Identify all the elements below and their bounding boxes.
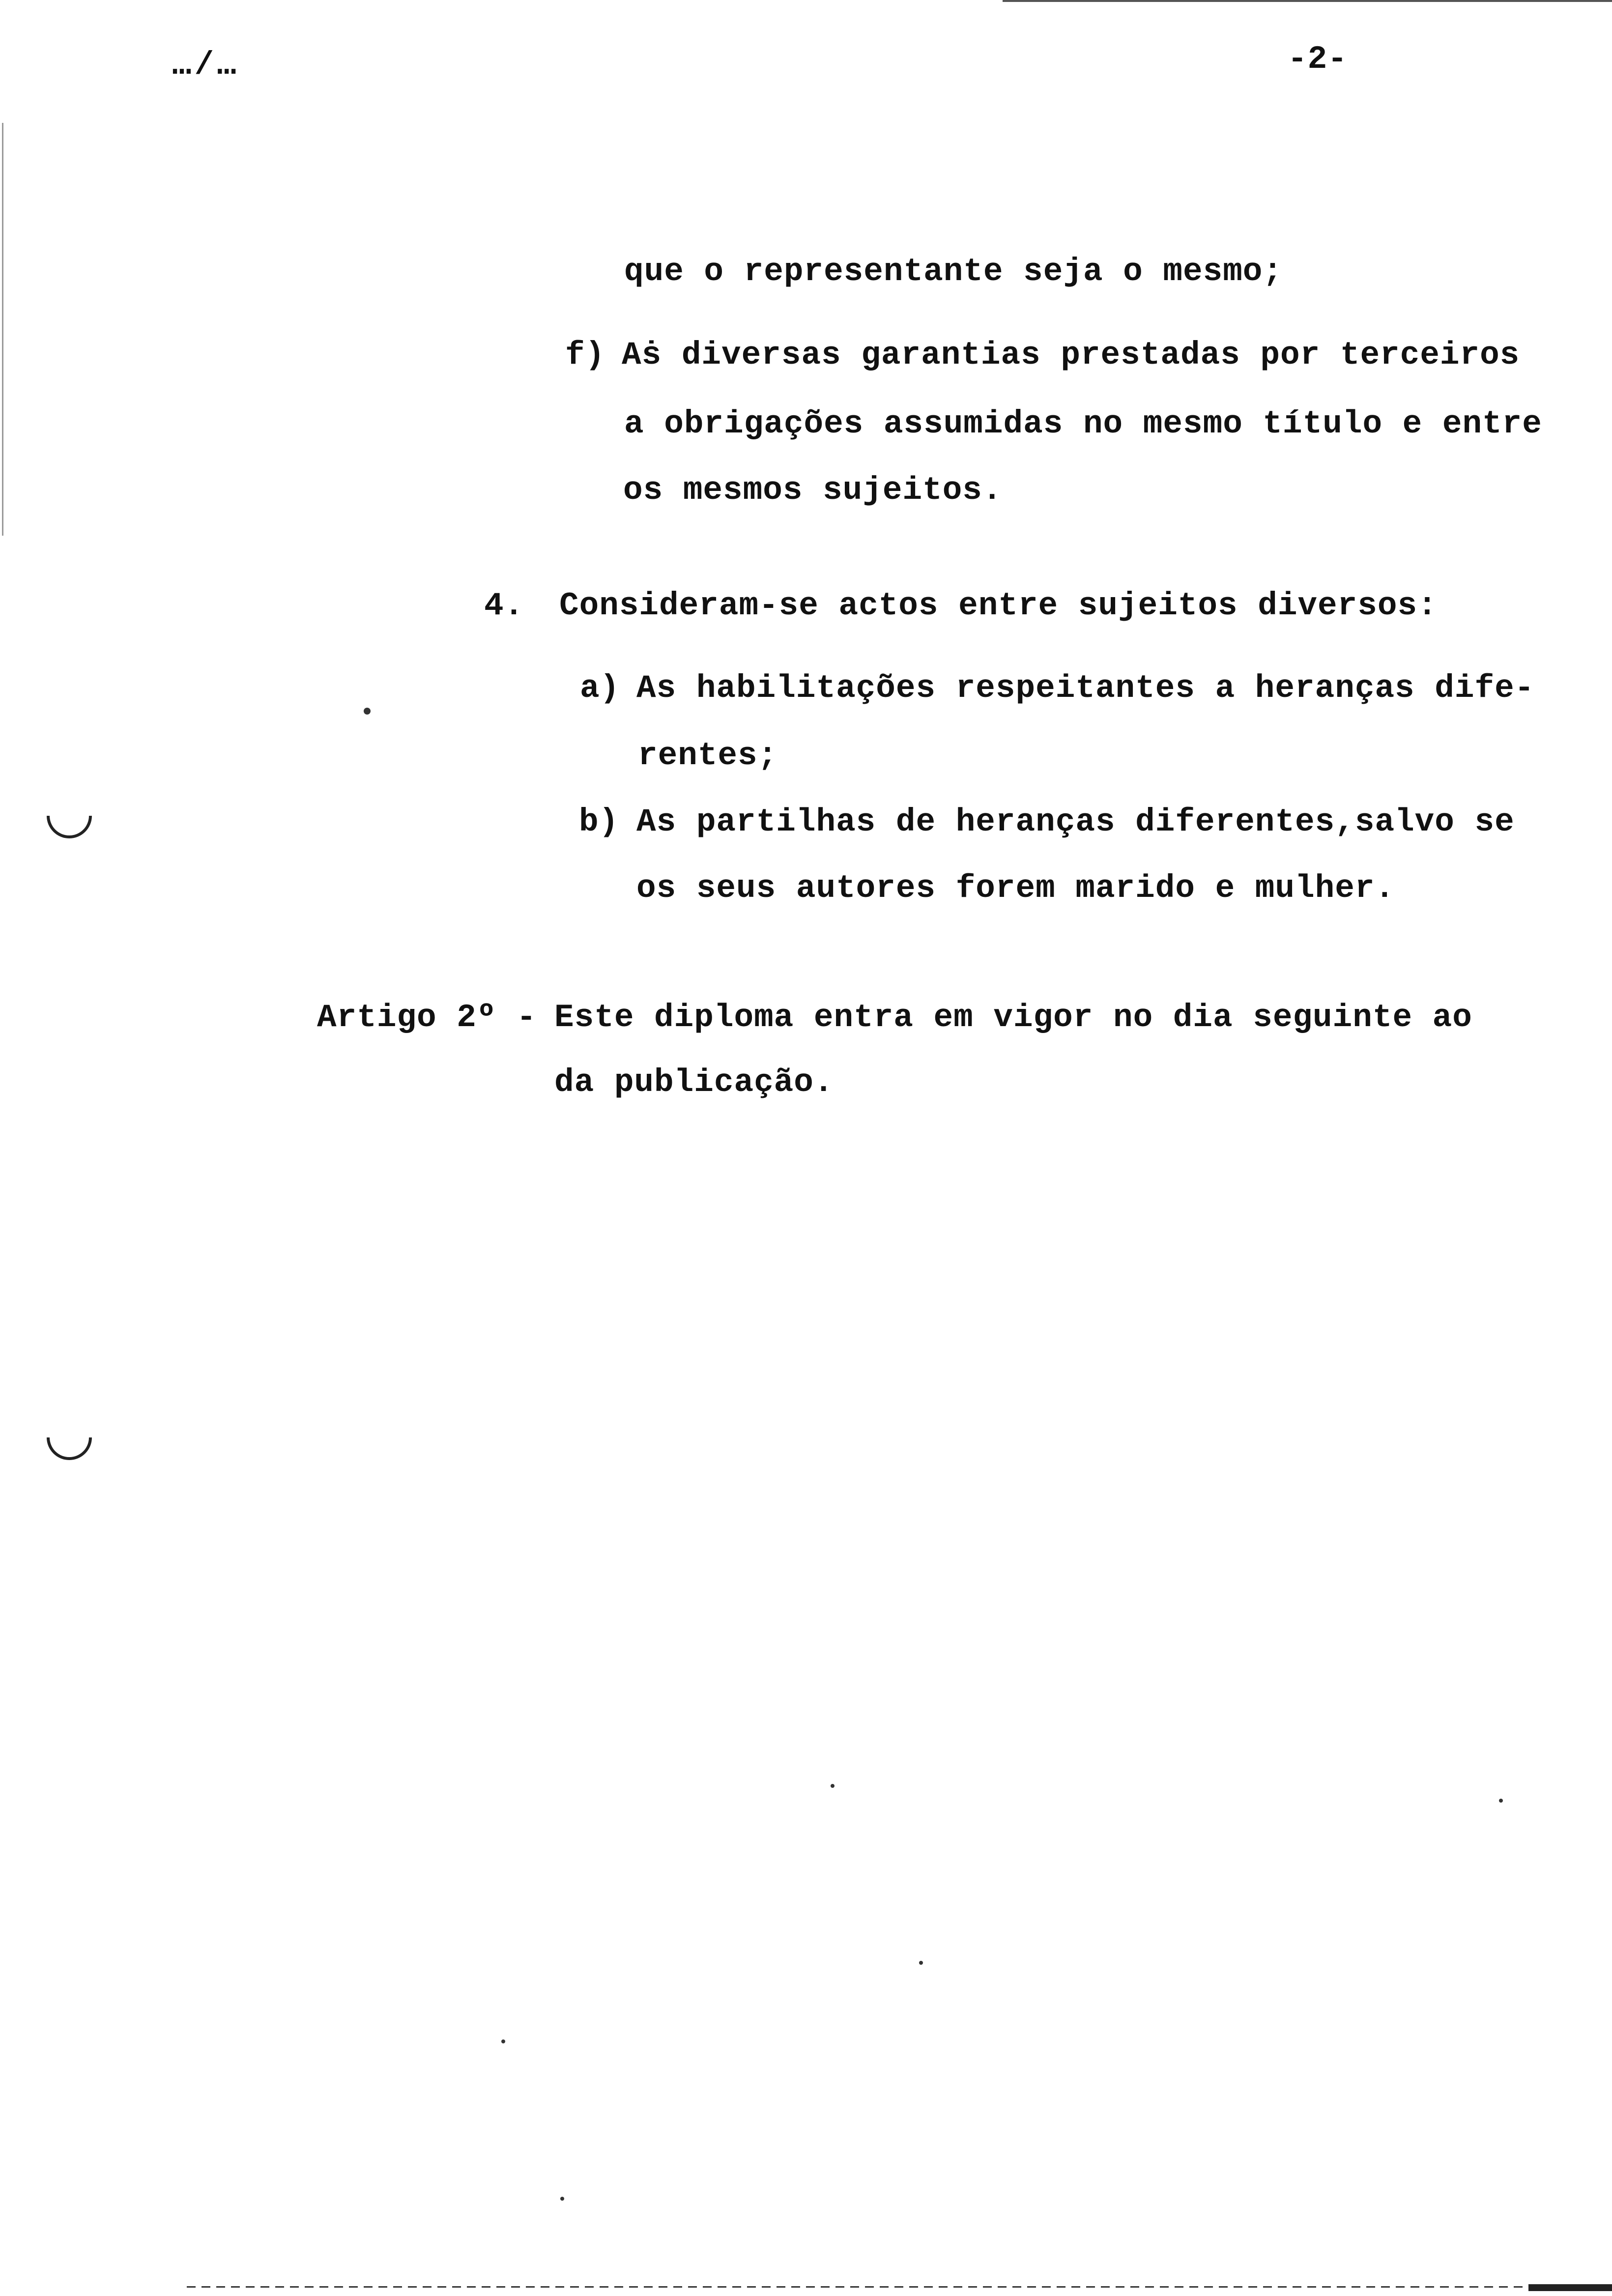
- scan-speck: [364, 708, 371, 715]
- hole-punch-mark-upper: [47, 816, 92, 838]
- artigo-line-2: da publicação.: [554, 1064, 834, 1101]
- artigo-line-1: Este diploma entra em vigor no dia seguinte ao: [554, 999, 1472, 1036]
- continued-line: que o representante seja o mesmo;: [624, 253, 1283, 290]
- item-f-marker: f): [565, 337, 605, 373]
- item-f-line-1: Aṡ diversas garantias prestadas por terceiros: [622, 337, 1520, 373]
- item-b-line-1: As partilhas de heranças diferentes,salvo se: [636, 804, 1515, 840]
- item-4-text: Consideram-se actos entre sujeitos diversos:: [559, 587, 1438, 624]
- scan-speck: [501, 2039, 505, 2043]
- artigo-label: Artigo 2º -: [317, 999, 537, 1036]
- scan-speck: [919, 1961, 923, 1965]
- item-a-line-1: As habilitações respeitantes a heranças dife-: [636, 670, 1535, 707]
- bottom-corner-mark: [1528, 2284, 1612, 2291]
- item-b-marker: b): [579, 804, 619, 840]
- item-4-number: 4.: [484, 587, 524, 624]
- item-a-marker: a): [580, 670, 620, 707]
- left-edge-mark: [2, 123, 3, 536]
- item-b-line-2: os seus autores forem marido e mulher.: [636, 870, 1395, 907]
- scan-speck: [560, 2197, 564, 2201]
- hole-punch-mark-lower: [47, 1437, 92, 1460]
- continuation-mark: …/…: [172, 47, 239, 84]
- page-number: -2-: [1288, 41, 1348, 78]
- scan-speck: [831, 1784, 835, 1788]
- item-f-line-3: os mesmos sujeitos.: [623, 472, 1003, 509]
- bottom-edge-line: [187, 2286, 1592, 2288]
- item-f-line-2: a obrigações assumidas no mesmo título e entre: [624, 405, 1542, 442]
- scan-speck: [1499, 1799, 1503, 1803]
- item-a-line-2: rentes;: [638, 737, 778, 774]
- top-edge-line: [1003, 0, 1612, 2]
